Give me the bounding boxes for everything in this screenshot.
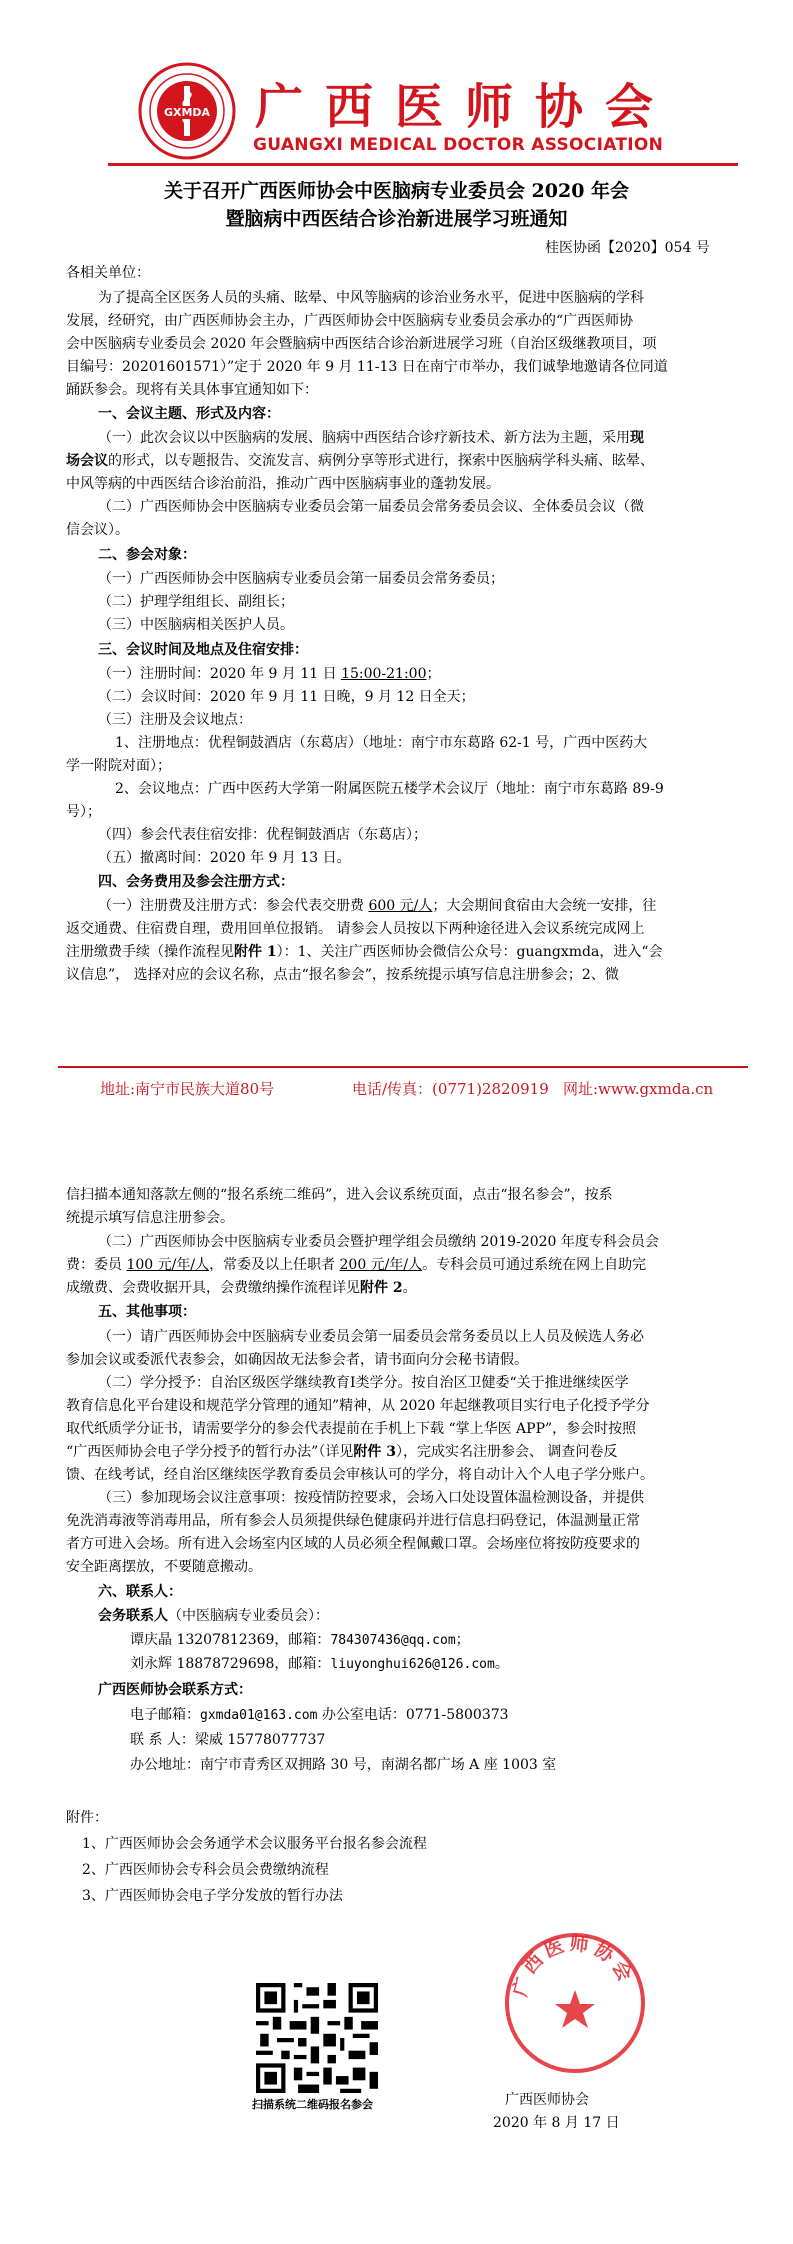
registration-qr-code[interactable]: [256, 1983, 378, 2093]
list-item: 学一附院对面）；: [66, 758, 171, 774]
list-item: （一）广西医师协会中医脑病专业委员会第一届委员会常务委员；: [98, 571, 504, 587]
paragraph-line: 信会议）。: [66, 522, 129, 538]
list-item: 号）；: [66, 804, 101, 820]
attachment-item: 3、广西医师协会电子学分发放的暂行办法: [82, 1888, 343, 1904]
doc-number: 桂医协函【2020】054 号: [545, 240, 710, 256]
contact-line: 谭庆晶 13207812369，邮箱：784307436@qq.com；: [130, 1632, 470, 1648]
paragraph-line: （二）广西医师协会中医脑病专业委员会暨护理学组会员缴纳 2019-2020 年度专科会员会: [98, 1234, 659, 1250]
intro-line: 目编号：20201601571）”定于 2020 年 9 月 11-13 日在南宁市举办，我们诚挚地邀请各位同道: [66, 359, 668, 375]
intro-line: 为了提高全区医务人员的头痛、眩晕、中风等脑病的诊治业务水平，促进中医脑病的学科: [98, 290, 644, 306]
attachment-item: 1、广西医师协会会务通学术会议服务平台报名参会流程: [82, 1836, 427, 1852]
paragraph-line: 费：委员 100 元/年/人，常委及以上任职者 200 元/年/人。专科会员可通过系统在网上自助完: [66, 1257, 647, 1273]
intro-line: 踊跃参会。现将有关具体事宜通知如下：: [66, 382, 318, 398]
list-item: （一）注册时间：2020 年 9 月 11 日 15:00-21:00；: [98, 666, 441, 682]
paragraph-line: 注册缴费手续（操作流程见附件 1）：1、关注广西医师协会微信公众号：guangxmda，进入“会: [66, 944, 663, 960]
qr-caption: 扫描系统二维码报名参会: [252, 2098, 373, 2111]
paragraph-line: 安全距离摆放，不要随意搬动。: [66, 1559, 262, 1575]
paragraph-line: 统提示填写信息注册参会。: [66, 1210, 234, 1226]
association-contact-label: 广西医师协会联系方式：: [98, 1682, 252, 1698]
attachment-item: 2、广西医师协会专科会员会费缴纳流程: [82, 1862, 329, 1878]
section-heading-5: 五、其他事项：: [98, 1304, 196, 1320]
contact-line: 电子邮箱：gxmda01@163.com 办公室电话：0771-5800373: [130, 1707, 509, 1723]
paragraph-line: （一）请广西医师协会中医脑病专业委员会第一届委员会常务委员以上人员及候选人务必: [98, 1329, 644, 1345]
paragraph-line: 信扫描本通知落款左侧的“报名系统二维码”，进入会议系统页面，点击“报名参会”，按系: [66, 1187, 613, 1203]
footer-divider: [58, 1066, 748, 1068]
association-logo: [138, 62, 236, 160]
footer-phone: 电话/传真：(0771)2820919: [352, 1080, 549, 1098]
paragraph-line: 成缴费、会费收据开具，会费缴纳操作流程详见附件 2。: [66, 1280, 417, 1296]
paragraph-line: 教育信息化平台建设和规范学分管理的通知”精神，从 2020 年起继教项目实行电子化授予学分: [66, 1398, 650, 1414]
logo-text: GXMDA: [163, 106, 211, 119]
paragraph-line: 中风等病的中西医结合诊治前沿，推动广西中医脑病事业的蓬勃发展。: [66, 476, 500, 492]
signature-org: 广西医师协会: [505, 2092, 589, 2108]
paragraph-line: 议信息”， 选择对应的会议名称，点击“报名参会”，按系统提示填写信息注册参会；2、微: [66, 967, 619, 983]
contact-line: 刘永辉 18878729698，邮箱：liuyonghui626@126.com。: [130, 1656, 509, 1672]
paragraph-line: 场会议的形式，以专题报告、交流发言、病例分享等形式进行，探索中医脑病学科头痛、眩晕、: [66, 453, 654, 469]
paragraph-line: （二）学分授予：自治区级医学继续教育Ⅰ类学分。按自治区卫健委“关于推进继续医学: [98, 1375, 629, 1391]
paragraph-line: 免洗消毒液等消毒用品，所有参会人员须提供绿色健康码并进行信息扫码登记，体温测量正常: [66, 1513, 640, 1529]
doc-title-line2: 暨脑病中西医结合诊治新进展学习班通知: [225, 208, 568, 230]
list-item: （五）撤离时间：2020 年 9 月 13 日。: [98, 850, 351, 866]
header-title: 广西医师协会: [255, 79, 676, 135]
paragraph-line: “广西医师协会电子学分授予的暂行办法”（详见附件 3），完成实名注册参会、 调查问卷反: [66, 1444, 618, 1460]
section-heading-2: 二、参会对象：: [98, 547, 196, 563]
paragraph-line: （三）参加现场会议注意事项：按疫情防控要求，会场入口处设置体温检测设备，并提供: [98, 1490, 644, 1506]
section-heading-6: 六、联系人：: [98, 1584, 182, 1600]
salutation: 各相关单位：: [66, 265, 150, 281]
list-item: （二）护理学组组长、副组长；: [98, 594, 294, 610]
paragraph-line: （一）此次会议以中医脑病的发展、脑病中西医结合诊疗新技术、新方法为主题，采用现: [98, 430, 644, 446]
paragraph-line: 者方可进入会场。所有进入会场室内区域的人员必须全程佩戴口罩。会场座位将按防疫要求的: [66, 1536, 640, 1552]
signature-date: 2020 年 8 月 17 日: [493, 2115, 620, 2131]
official-seal: [500, 1928, 650, 2078]
paragraph-line: （二）广西医师协会中医脑病专业委员会第一届委员会常务委员会议、全体委员会议（微: [98, 499, 644, 515]
list-item: 2、会议地点：广西中医药大学第一附属医院五楼学术会议厅（地址：南宁市东葛路 89-9: [115, 781, 664, 797]
list-item: （三）中医脑病相关医护人员。: [98, 617, 294, 633]
header-divider: [108, 163, 738, 166]
contact-line: 联 系 人：梁威 15778077737: [130, 1732, 326, 1748]
svg-text:广西医师协会: 广西医师协会: [509, 1932, 638, 1999]
list-item: 1、注册地点：优程铜鼓酒店（东葛店）（地址：南宁市东葛路 62-1 号，广西中医药大: [115, 735, 648, 751]
list-item: （二）会议时间：2020 年 9 月 11 日晚，9 月 12 日全天；: [98, 689, 475, 705]
list-item: （四）参会代表住宿安排：优程铜鼓酒店（东葛店）；: [98, 827, 427, 843]
intro-line: 发展，经研究，由广西医师协会主办，广西医师协会中医脑病专业委员会承办的“广西医师协: [66, 313, 634, 329]
paragraph-line: 参加会议或委派代表参会，如确因故无法参会者，请书面向分会秘书请假。: [66, 1352, 528, 1368]
intro-line: 会中医脑病专业委员会 2020 年会暨脑病中西医结合诊治新进展学习班（自治区级继教项目，项: [66, 336, 657, 352]
section-heading-1: 一、会议主题、形式及内容：: [98, 406, 280, 422]
contact-label: 会务联系人（中医脑病专业委员会）：: [98, 1608, 329, 1624]
paragraph-line: 取代纸质学分证书，请需要学分的参会代表提前在手机上下载 “掌上华医 APP”，参会时按照: [66, 1421, 637, 1437]
paragraph-line: 返交通费、住宿费自理，费用回单位报销。 请参会人员按以下两种途径进入会议系统完成网上: [66, 921, 645, 937]
header-title-en: GUANGXI MEDICAL DOCTOR ASSOCIATION: [253, 135, 664, 155]
footer-website[interactable]: 网址:www.gxmda.cn: [563, 1080, 714, 1098]
section-heading-3: 三、会议时间及地点及住宿安排：: [98, 642, 308, 658]
section-heading-4: 四、会务费用及参会注册方式：: [98, 874, 294, 890]
doc-title-line1: 关于召开广西医师协会中医脑病专业委员会 2020 年会: [163, 180, 630, 202]
contact-line: 办公地址：南宁市青秀区双拥路 30 号，南湖名都广场 A 座 1003 室: [130, 1757, 557, 1773]
list-item: （三）注册及会议地点：: [98, 712, 252, 728]
attachments-label: 附件：: [66, 1810, 108, 1826]
footer-address: 地址:南宁市民族大道80号: [100, 1080, 275, 1098]
paragraph-line: （一）注册费及注册方式：参会代表交册费 600 元/人；大会期间食宿由大会统一安排，往: [98, 898, 657, 914]
paragraph-line: 馈、在线考试，经自治区继续医学教育委员会审核认可的学分，将自动计入个人电子学分账户。: [66, 1467, 654, 1483]
